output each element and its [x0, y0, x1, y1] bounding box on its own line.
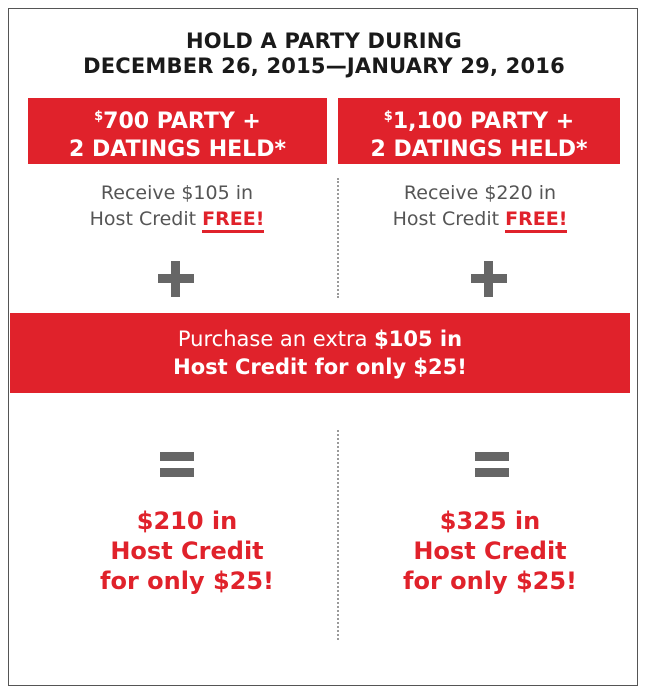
- result-700: [37, 506, 337, 596]
- column-divider-bottom: [337, 430, 339, 640]
- receive-text-1100: [330, 180, 630, 232]
- tier-amount: 700 PARTY +: [103, 109, 261, 134]
- receive-label: Host Credit: [89, 208, 203, 230]
- currency-symbol: $: [94, 109, 104, 124]
- result-for-only: for only: [403, 567, 516, 595]
- equals-icon: [475, 452, 515, 492]
- extra-credit-banner: [10, 313, 630, 393]
- result-label: Host Credit: [413, 537, 567, 565]
- result-label: Host Credit: [110, 537, 264, 565]
- headline-line-2: DECEMBER 26, 2015—JANUARY 29, 2016: [83, 54, 565, 78]
- banner-host-credit: Host Credit for only: [173, 355, 414, 379]
- receive-text-700: [27, 180, 327, 232]
- column-divider-top: [337, 178, 339, 298]
- receive-amount: Receive $105 in: [100, 182, 254, 204]
- result-price: $25!: [515, 567, 577, 595]
- result-amount: $210 in: [136, 507, 238, 535]
- receive-label: Host Credit: [392, 208, 506, 230]
- headline-line-1: HOLD A PARTY DURING: [186, 29, 462, 53]
- banner-text: Purchase an extra: [177, 327, 375, 351]
- tier-requirement: 2 DATINGS HELD*: [69, 137, 286, 162]
- plus-icon: [156, 259, 196, 299]
- result-price: $25!: [212, 567, 274, 595]
- currency-symbol: $: [383, 109, 393, 124]
- plus-icon: [469, 259, 509, 299]
- tier-700-header: [28, 98, 327, 164]
- banner-price: $25!: [413, 355, 467, 379]
- receive-amount: Receive $220 in: [403, 182, 557, 204]
- equals-icon: [160, 452, 200, 492]
- free-badge: FREE!: [202, 208, 264, 233]
- free-badge: FREE!: [505, 208, 567, 233]
- result-amount: $325 in: [439, 507, 541, 535]
- tier-amount: 1,100 PARTY +: [392, 109, 575, 134]
- banner-amount: $105 in: [374, 327, 463, 351]
- tier-requirement: 2 DATINGS HELD*: [370, 137, 588, 162]
- tier-1100-header: [338, 98, 620, 164]
- result-for-only: for only: [100, 567, 213, 595]
- result-1100: [340, 506, 640, 596]
